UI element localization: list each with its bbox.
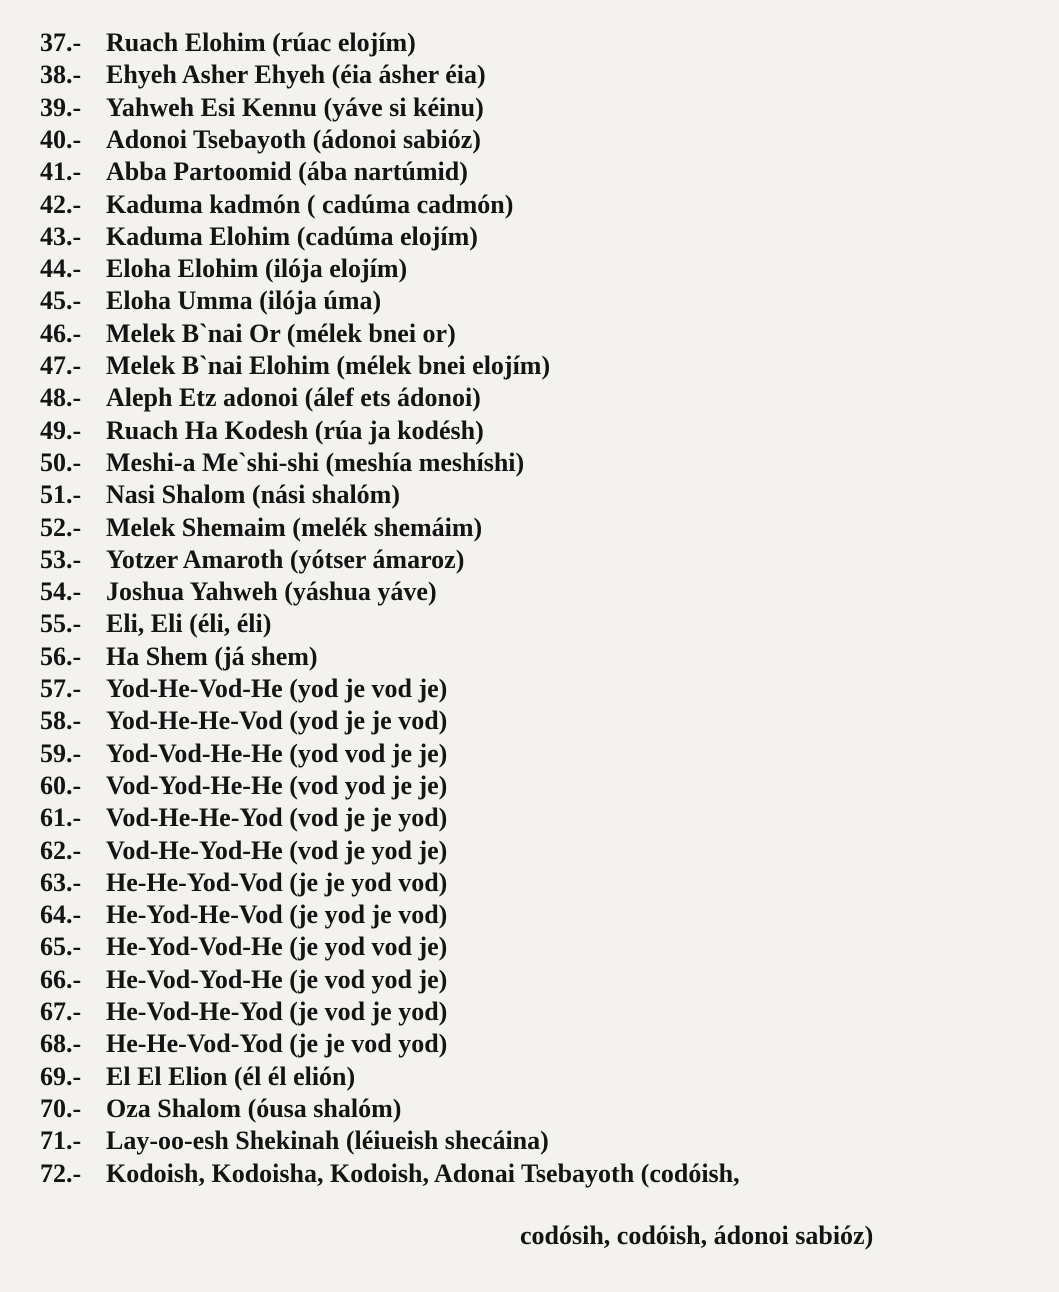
list-item <box>40 803 447 833</box>
item-number: 43.- <box>40 221 82 251</box>
list-item <box>40 577 437 607</box>
list-item <box>40 93 484 123</box>
list-item <box>40 836 447 866</box>
item-text: He-He-Yod-Vod (je je yod vod) <box>106 867 448 897</box>
list-item <box>40 60 486 90</box>
list-item <box>40 1126 549 1156</box>
item-text: Aleph Etz adonoi (álef ets ádonoi) <box>106 383 481 413</box>
item-text: Vod-Yod-He-He (vod yod je je) <box>106 770 448 800</box>
item-text: He-Vod-He-Yod (je vod je yod) <box>106 997 448 1026</box>
list-item <box>40 190 513 220</box>
list-item <box>40 545 464 575</box>
list-item <box>40 997 447 1027</box>
item-text: Vod-He-He-Yod (vod je je yod) <box>106 803 448 833</box>
list-item <box>40 222 478 252</box>
item-number: 42.- <box>40 189 82 219</box>
list-item <box>40 383 481 413</box>
list-item <box>40 286 381 316</box>
list-item <box>40 1029 447 1059</box>
item-text: Ehyeh Asher Ehyeh (éia ásher éia) <box>106 60 486 90</box>
item-text: Melek B`nai Elohim (mélek bnei elojím) <box>106 351 551 380</box>
list-item <box>40 900 447 930</box>
item-text: Yod-He-He-Vod (yod je je vod) <box>106 706 448 736</box>
item-text: Kaduma kadmón ( cadúma cadmón) <box>106 189 514 219</box>
item-text: Vod-He-Yod-He (vod je yod je) <box>106 835 448 865</box>
list-item <box>40 125 481 155</box>
item-text: Abba Partoomid (ába nartúmid) <box>106 157 468 187</box>
item-number: 44.- <box>40 254 82 284</box>
item-text: Ruach Elohim (rúac elojím) <box>106 28 416 57</box>
item-number: 58.- <box>40 706 82 736</box>
list-item <box>40 674 447 704</box>
item-text: He-He-Vod-Yod (je je vod yod) <box>106 1029 448 1059</box>
item-number: 68.- <box>40 1029 82 1059</box>
item-number: 47.- <box>40 351 82 380</box>
list-item <box>40 642 318 672</box>
item-number: 66.- <box>40 964 82 994</box>
list-item <box>40 416 484 446</box>
item-text: He-Yod-Vod-He (je yod vod je) <box>106 932 448 962</box>
item-number: 67.- <box>40 997 82 1026</box>
list-item <box>40 932 447 962</box>
list-item <box>40 448 524 478</box>
item-text: Yotzer Amaroth (yótser ámaroz) <box>106 544 465 574</box>
list-item <box>40 739 447 769</box>
item-number: 57.- <box>40 674 82 703</box>
item-number: 64.- <box>40 900 82 930</box>
item-number: 45.- <box>40 286 82 316</box>
item-number: 72.- <box>40 1158 82 1188</box>
item-number: 39.- <box>40 92 82 122</box>
item-text: He-Yod-He-Vod (je yod je vod) <box>106 900 448 930</box>
item-number: 48.- <box>40 383 82 413</box>
item-text: Yod-He-Vod-He (yod je vod je) <box>106 674 448 703</box>
item-number: 38.- <box>40 60 82 90</box>
item-text: Oza Shalom (óusa shalóm) <box>106 1093 402 1123</box>
item-number: 70.- <box>40 1093 82 1123</box>
entry-72-continuation: codósih, codóish, ádonoi sabióz) <box>520 1221 874 1250</box>
item-number: 41.- <box>40 157 82 187</box>
list-item <box>40 1094 401 1124</box>
list-item <box>40 965 447 995</box>
item-text: Nasi Shalom (nási shalóm) <box>106 480 400 510</box>
item-number: 37.- <box>40 28 82 57</box>
item-number: 59.- <box>40 738 82 768</box>
list-item <box>40 480 400 510</box>
item-text: Eloha Umma (ilója úma) <box>106 286 382 316</box>
item-number: 52.- <box>40 512 82 542</box>
item-text: Ha Shem (já shem) <box>106 641 318 671</box>
item-text: Ruach Ha Kodesh (rúa ja kodésh) <box>106 415 484 445</box>
item-number: 65.- <box>40 932 82 962</box>
item-number: 53.- <box>40 544 82 574</box>
list-item <box>40 351 550 381</box>
list-item <box>40 609 271 639</box>
item-text: Adonoi Tsebayoth (ádonoi sabióz) <box>106 124 481 154</box>
item-number: 60.- <box>40 770 82 800</box>
list-item <box>40 771 447 801</box>
item-text: Meshi-a Me`shi-shi (meshía meshíshi) <box>106 447 525 477</box>
item-number: 71.- <box>40 1126 82 1156</box>
item-text: Yod-Vod-He-He (yod vod je je) <box>106 738 448 768</box>
item-number: 61.- <box>40 803 82 833</box>
item-number: 56.- <box>40 641 82 671</box>
item-text: Eli, Eli (éli, éli) <box>106 609 272 639</box>
item-number: 46.- <box>40 318 82 348</box>
list-item <box>40 868 447 898</box>
item-text: Kodoish, Kodoisha, Kodoish, Adonai Tsebayoth (codóish, <box>106 1158 740 1188</box>
item-text: Melek Shemaim (melék shemáim) <box>106 512 483 542</box>
list-item <box>40 706 447 736</box>
item-number: 62.- <box>40 835 82 865</box>
item-number: 54.- <box>40 577 82 607</box>
list-item <box>40 157 468 187</box>
item-number: 69.- <box>40 1061 82 1091</box>
item-text: Melek B`nai Or (mélek bnei or) <box>106 318 456 348</box>
item-text: Eloha Elohim (ilója elojím) <box>106 254 408 284</box>
list-item <box>40 254 407 284</box>
item-number: 49.- <box>40 415 82 445</box>
item-text: He-Vod-Yod-He (je vod yod je) <box>106 964 448 994</box>
item-text: El El Elion (él él elión) <box>106 1061 356 1091</box>
list-item <box>40 319 456 349</box>
item-text: Lay-oo-esh Shekinah (léiueish shecáina) <box>106 1126 549 1156</box>
item-text: Yahweh Esi Kennu (yáve si kéinu) <box>106 92 484 122</box>
list-item <box>40 28 416 58</box>
item-text: Kaduma Elohim (cadúma elojím) <box>106 221 478 251</box>
item-number: 55.- <box>40 609 82 639</box>
item-number: 40.- <box>40 124 82 154</box>
list-item <box>40 1159 740 1189</box>
item-number: 51.- <box>40 480 82 510</box>
item-number: 50.- <box>40 447 82 477</box>
list-item <box>40 1062 355 1092</box>
list-item <box>40 513 482 543</box>
item-text: Joshua Yahweh (yáshua yáve) <box>106 577 437 607</box>
item-number: 63.- <box>40 867 82 897</box>
